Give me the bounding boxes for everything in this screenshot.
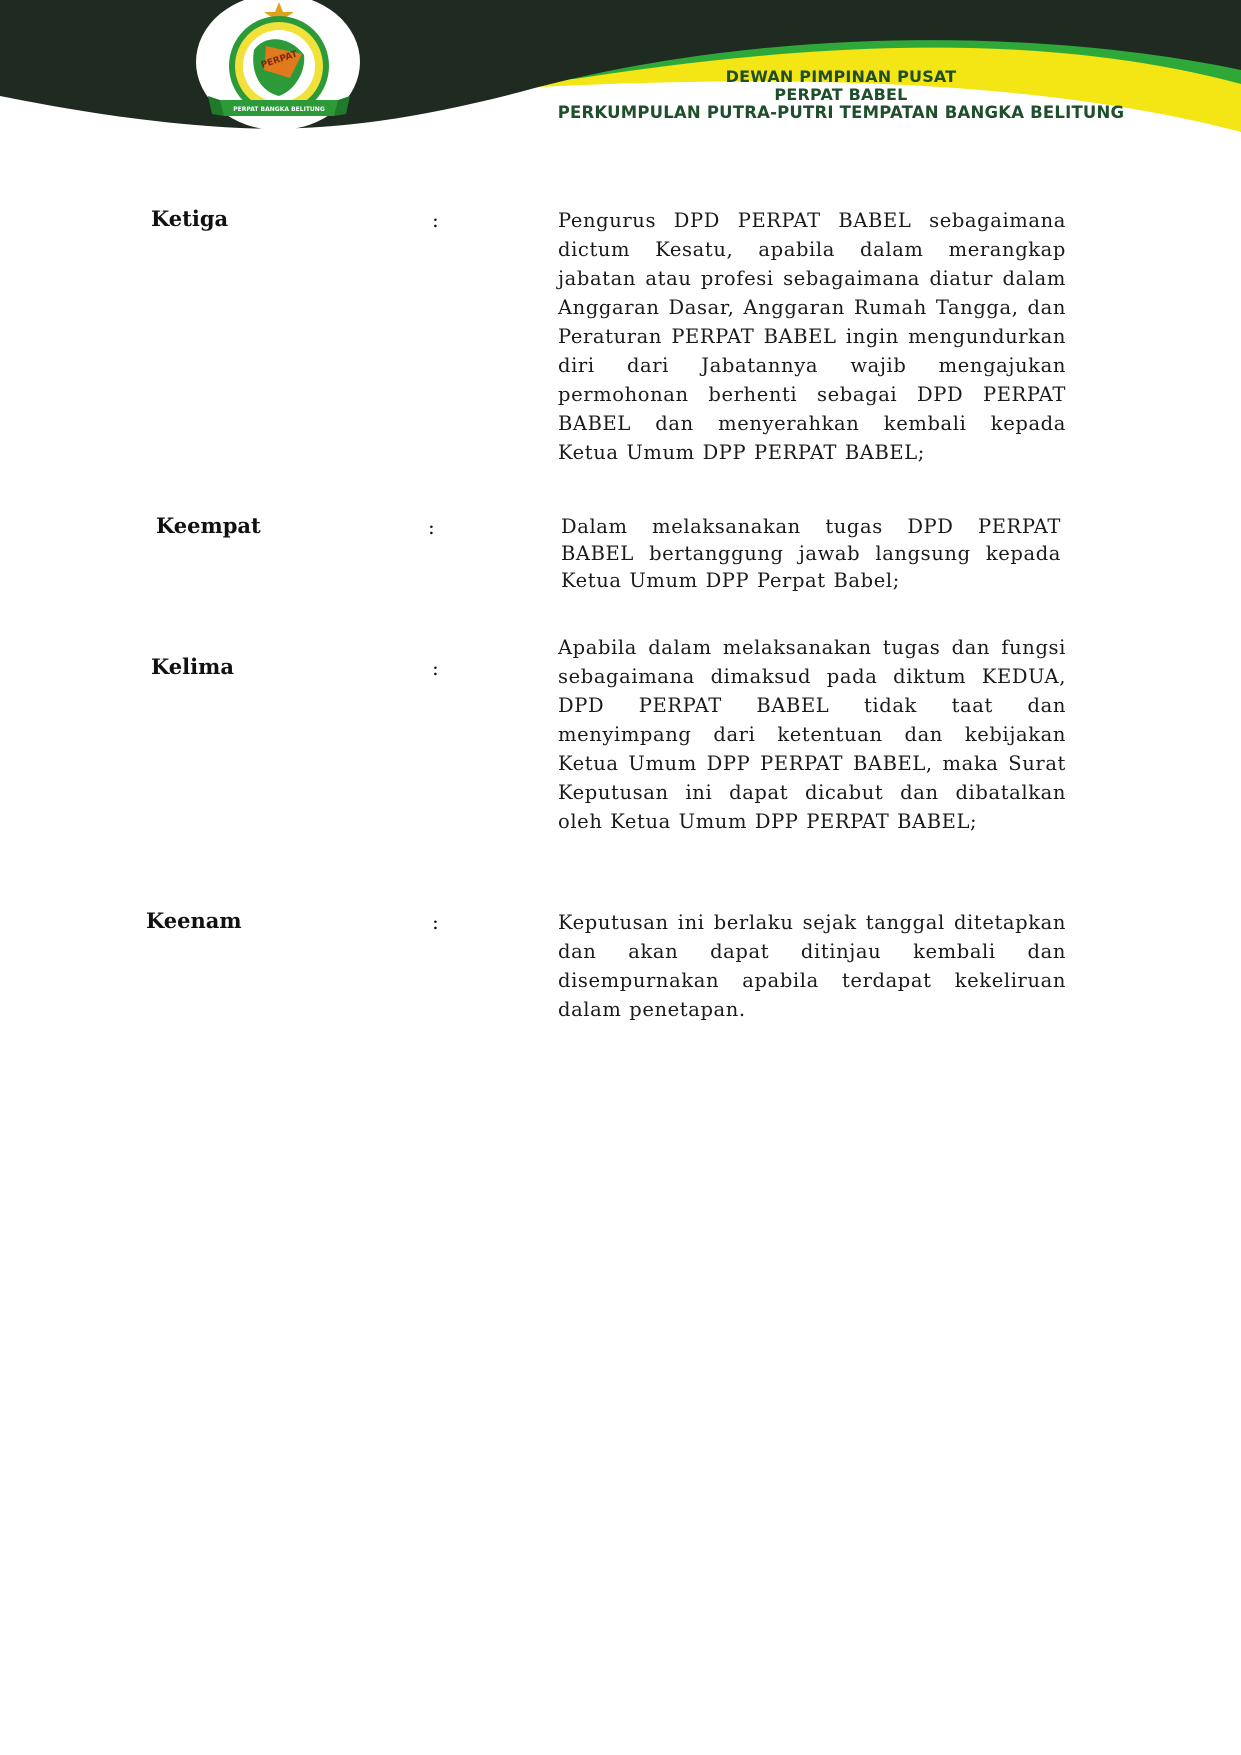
svg-text:PERPAT: PERPAT [259,49,299,71]
dictum-colon: : [432,656,439,680]
dictum-text: Keputusan ini berlaku sejak tanggal ditetapkan dan akan dapat ditinjau kembali dan disempurnakan apabila terdapat kekeliruan dalam penetapan. [558,911,1066,1021]
dictum-colon: : [432,910,439,934]
letterhead-line-3: PERKUMPULAN PUTRA-PUTRI TEMPATAN BANGKA BELITUNG [557,103,1125,122]
letterhead-line-2: PERPAT BABEL [774,85,908,104]
letterhead [0,0,1241,150]
dictum-label: Keempat [156,513,261,538]
svg-text:PERPAT BANGKA BELITUNG: PERPAT BANGKA BELITUNG [233,106,325,113]
dictum-colon: : [432,208,439,232]
dictum-label: Ketiga [151,206,229,231]
letterhead-title [521,68,1161,122]
dictum-label: Keenam [146,908,242,933]
letterhead-line-1: DEWAN PIMPINAN PUSAT [725,67,957,86]
dictum-text: Dalam melaksanakan tugas DPD PERPAT BABEL bertanggung jawab langsung kepada Ketua Umum DPP Perpat Babel; [561,515,1061,592]
perpat-logo [194,0,364,132]
dictum-text: Apabila dalam melaksanakan tugas dan fungsi sebagaimana dimaksud pada diktum KEDUA, DPD PERPAT BABEL tidak taat dan menyimpang dari ketentuan dan kebijakan Ketua Umum DPP PERPAT BABEL, maka Surat Keputusan ini dapat dicabut dan dibatalkan oleh Ketua Umum DPP PERPAT BABEL; [558,636,1066,833]
dictum-text: Pengurus DPD PERPAT BABEL sebagaimana dictum Kesatu, apabila dalam merangkap jabatan atau profesi sebagaimana diatur dalam Anggaran Dasar, Anggaran Rumah Tangga, dan Peraturan PERPAT BABEL ingin mengundurkan diri dari Jabatannya wajib mengajukan permohonan berhenti sebagai DPD PERPAT BABEL dan menyerahkan kembali kepada Ketua Umum DPP PERPAT BABEL; [558,209,1066,464]
dictum-colon: : [428,515,435,539]
dictum-label: Kelima [151,654,234,679]
